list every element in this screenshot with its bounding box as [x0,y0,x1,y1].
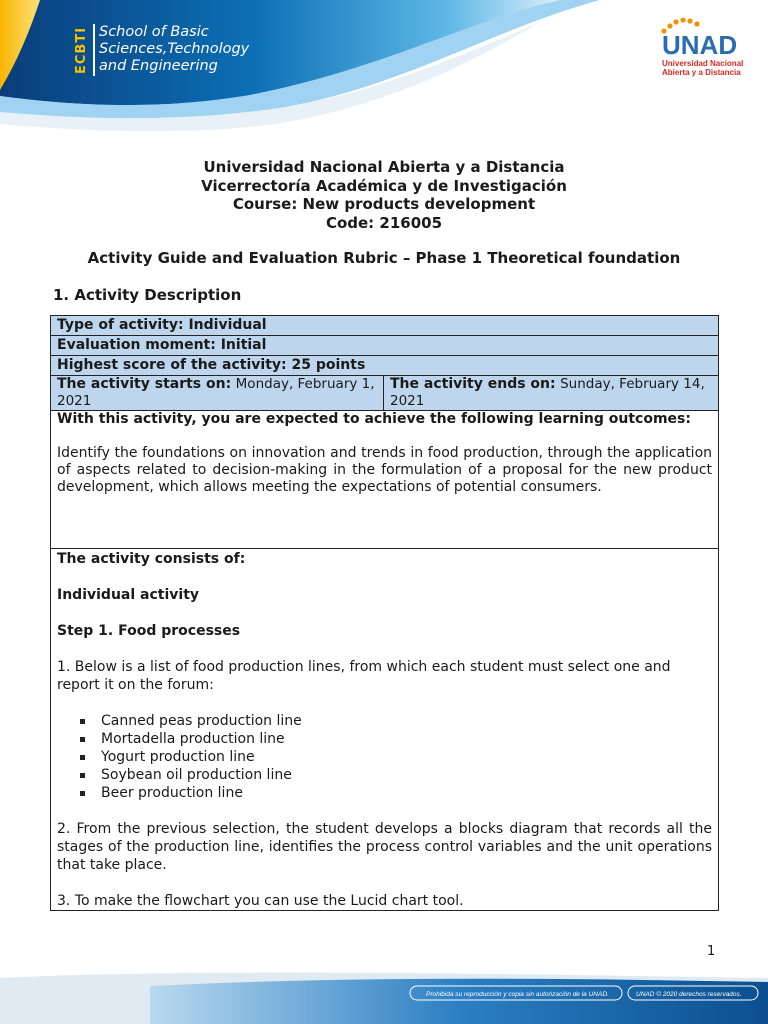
outcomes-heading: With this activity, you are expected to achieve the following learning outcomes: [57,411,691,427]
list-item: Beer production line [101,784,712,802]
title-code: Code: 216005 [325,213,443,232]
school-line-3: and Engineering [99,58,218,74]
table-row [51,356,719,376]
title-course: Course: New products development [232,195,536,213]
ecbti-label: ECBTI [74,26,89,74]
footer-copyright-notice: Prohibida su reproducción y copia sin autorización de la UNAD. [426,991,609,998]
outcomes-text: Identify the foundations on innovation and trends in food production, through the application of aspects related to decision-making in the formulation of a proposal for the new product development, which allows meeting the expectations of potential consumers. [57,445,713,495]
table-row [51,411,719,549]
unad-logo-name [662,59,743,77]
header-divider [93,24,95,76]
list-item: Mortadella production line [101,730,712,748]
learning-outcomes-cell [51,411,719,549]
instruction-1: 1. Below is a list of food production lines, from which each student must select one and report it on the forum: [57,659,671,693]
start-date-cell [51,376,384,411]
unad-logo [640,18,760,88]
page-header [0,0,768,140]
page-number: 1 [707,944,716,959]
school-line-2: Sciences,Technology [99,41,250,57]
table-row [51,316,719,336]
table-row [51,549,719,911]
step-1-heading: Step 1. Food processes [57,623,241,639]
table-row [51,376,719,411]
activity-table [50,315,719,911]
activity-type: Type of activity: Individual [51,316,719,336]
highest-score: Highest score of the activity: 25 points [51,356,719,376]
list-item: Soybean oil production line [101,766,712,784]
title-university: Universidad Nacional Abierta y a Distancia [203,158,565,176]
unad-logo-text: UNAD [662,30,738,60]
activity-consists-cell [51,549,719,911]
document-subtitle: Activity Guide and Evaluation Rubric – Phase 1 Theoretical foundation [87,249,681,267]
school-name [99,24,249,75]
consists-heading: The activity consists of: [57,551,246,567]
list-item: Canned peas production line [101,712,712,730]
instruction-3: 3. To make the flowchart you can use the Lucid chart tool. [57,893,464,909]
end-date-cell [384,376,719,411]
end-date-label: The activity ends on: [390,376,556,392]
end-date-value: Sunday, February 14, 2021 [390,376,705,409]
logo-name-line-1: Universidad Nacional [662,59,744,68]
section-heading: 1. Activity Description [53,286,242,304]
footer-rights: UNAD © 2020 derechos reservados. [636,991,742,998]
table-row [51,336,719,356]
start-date-value: Monday, February 1, 2021 [57,376,375,409]
list-item: Yogurt production line [101,748,712,766]
production-lines-list [57,712,712,802]
evaluation-moment: Evaluation moment: Initial [51,336,719,356]
title-vicerrectoria: Vicerrectoría Académica y de Investigación [201,176,567,195]
school-line-1: School of Basic [99,24,209,40]
individual-activity: Individual activity [57,587,200,603]
logo-name-line-2: Abierta y a Distancia [662,68,741,77]
start-date-label: The activity starts on: [57,376,232,392]
instruction-2: 2. From the previous selection, the student develops a blocks diagram that records all the stages of the production line, identifies the process control variables and the unit operations that take place. [57,821,713,873]
document-titles [0,158,768,232]
